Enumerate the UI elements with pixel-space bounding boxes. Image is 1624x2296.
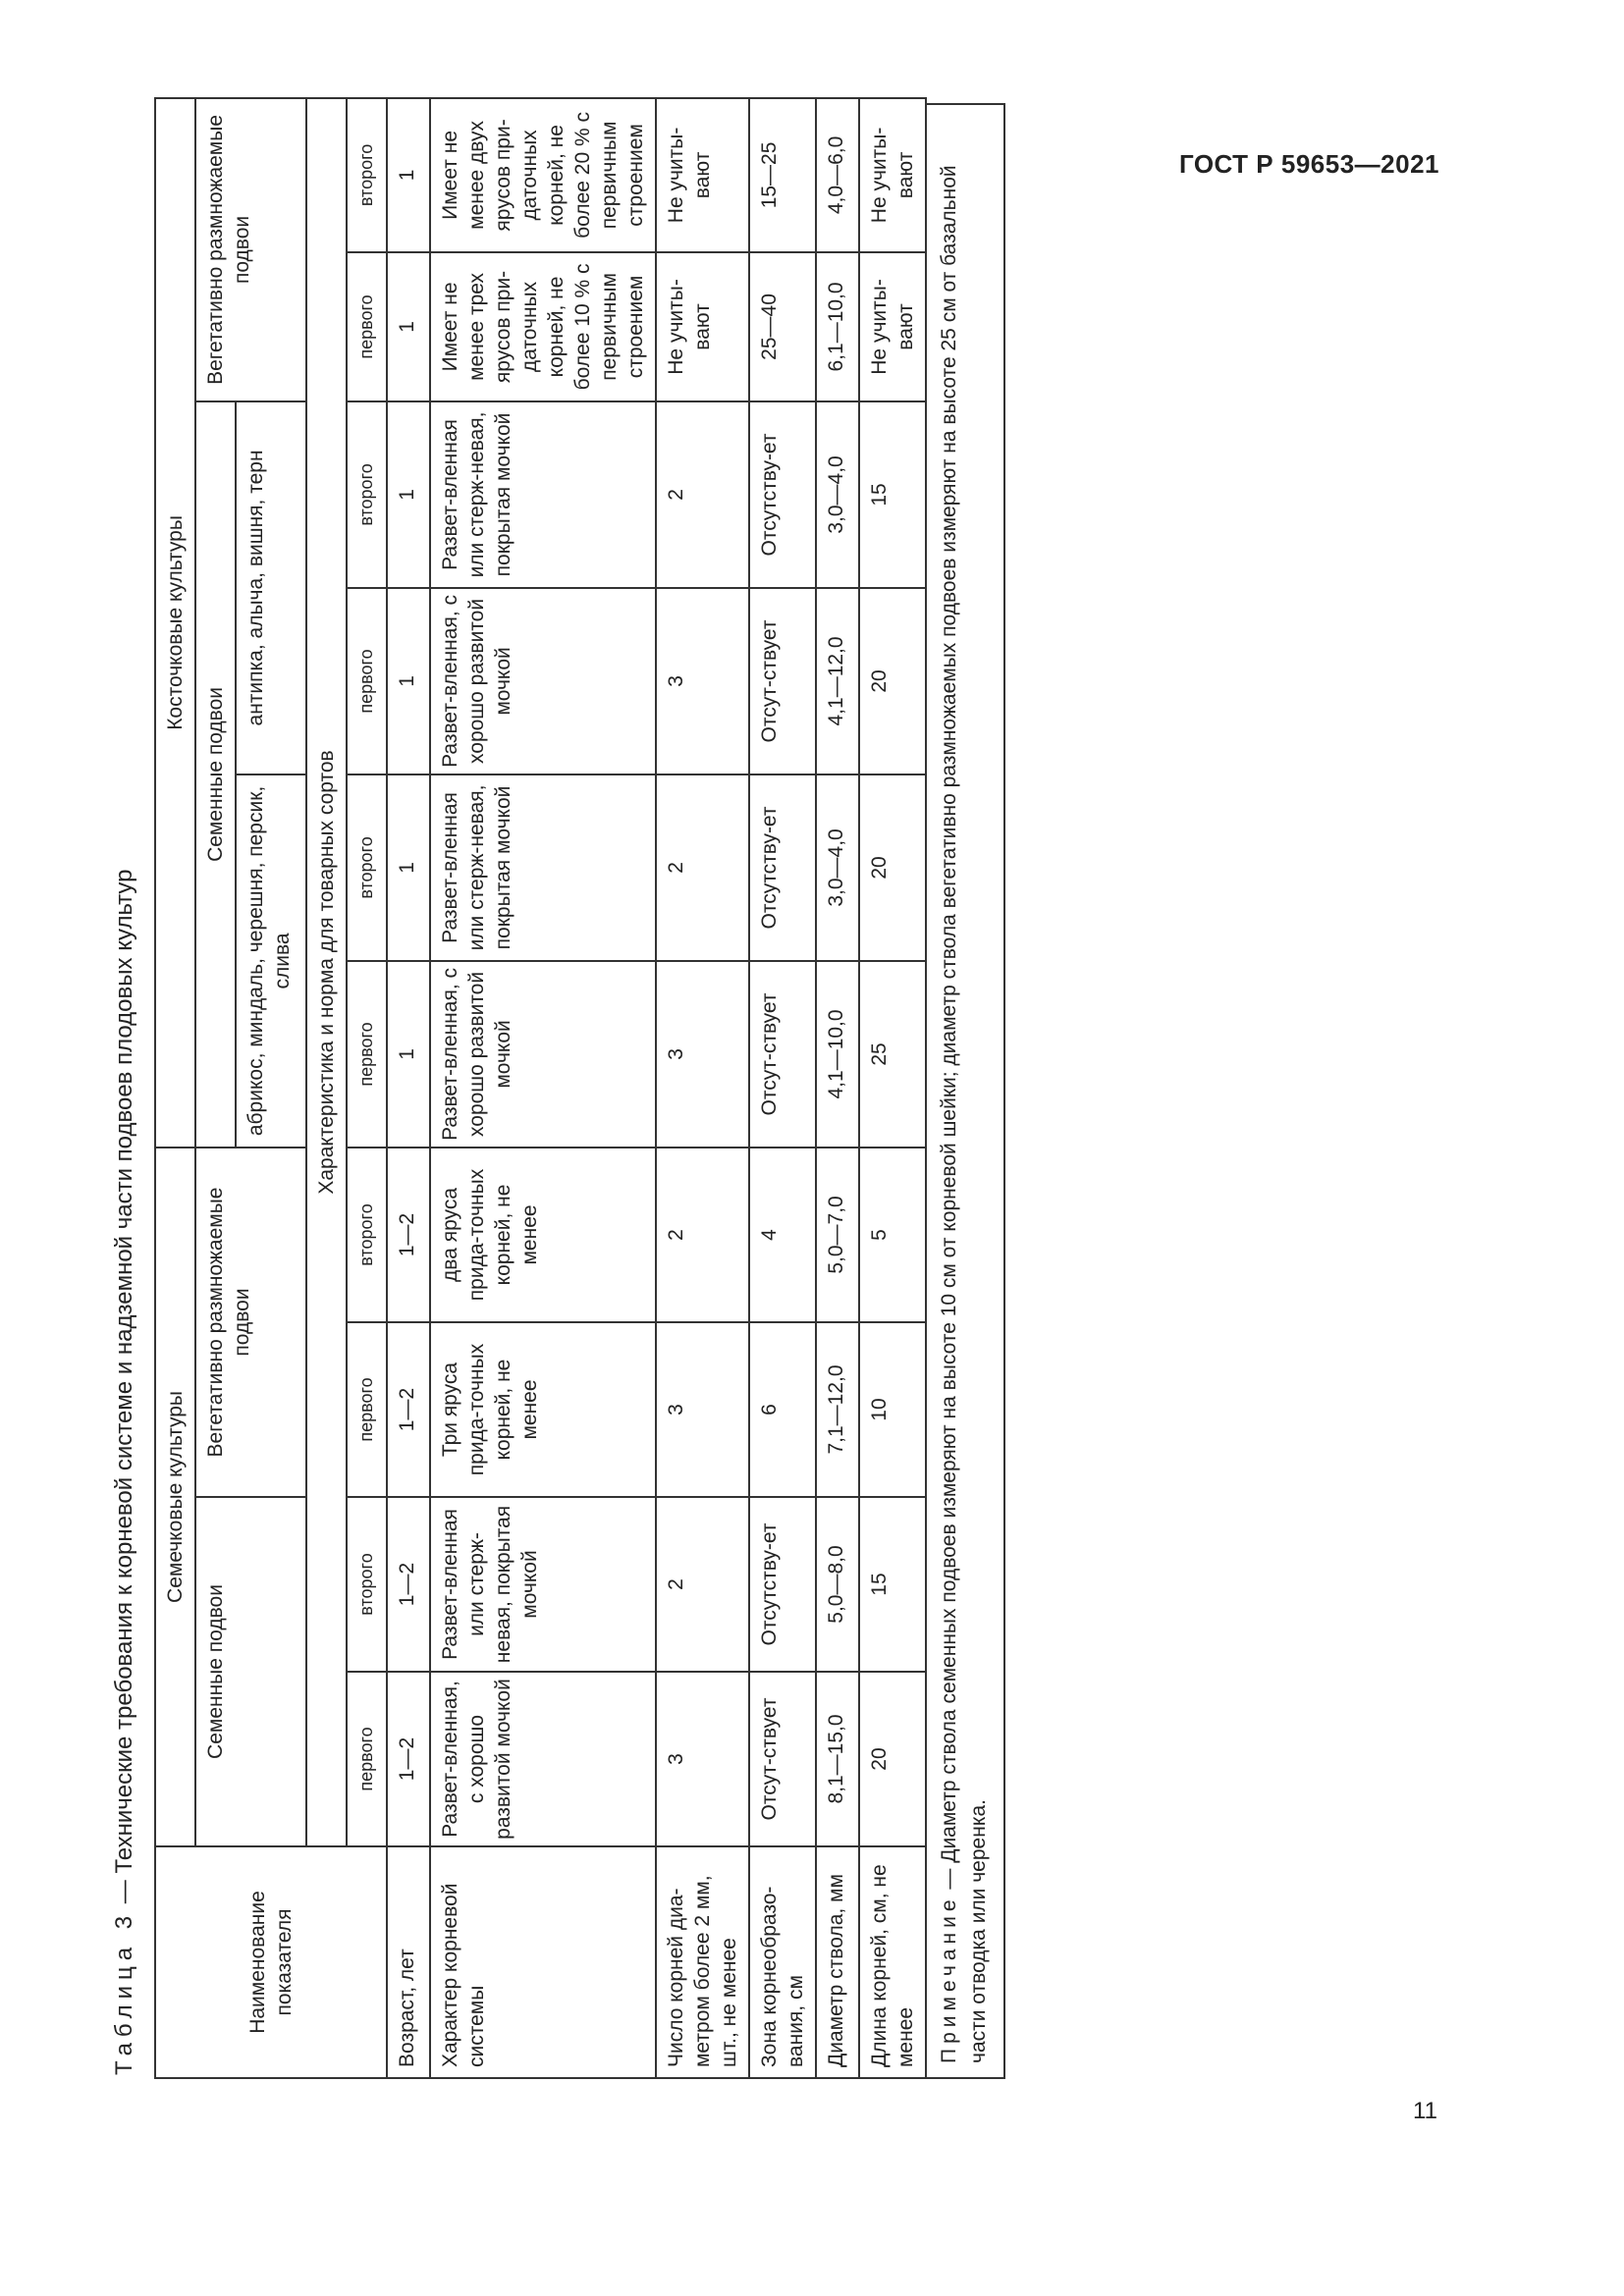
table-cell: Отсутству-ет — [749, 774, 816, 961]
table-cell: 4,0—6,0 — [816, 98, 859, 252]
table-cell: 5 — [859, 1148, 926, 1322]
caption-label: Таблица 3 — [111, 1909, 137, 2075]
col-header-indicator: Наименование показателя — [155, 1846, 387, 2078]
table-row — [656, 98, 749, 2078]
table-cell: Не учиты-вают — [859, 252, 926, 401]
table-note — [925, 103, 1005, 2079]
sort-header: первого — [347, 1672, 387, 1846]
row-name: Характер корневой системы — [430, 1846, 656, 2078]
table-cell: 6,1—10,0 — [816, 252, 859, 401]
rotated-table-block — [110, 77, 1347, 2079]
table-cell: 5,0—8,0 — [816, 1497, 859, 1672]
table-cell: 2 — [656, 1497, 749, 1672]
table-row — [430, 98, 656, 2078]
table-cell: 5,0—7,0 — [816, 1148, 859, 1322]
table-caption — [110, 77, 154, 2079]
table-cell: Три яруса прида-точных корней, не менее — [430, 1322, 656, 1497]
table-cell: Развет-вленная или стерж-невая, покрытая мочкой — [430, 401, 656, 588]
caption-text: — Технические требования к корневой системе и надземной части подвоев плодовых культур — [111, 869, 137, 1910]
table-cell: Отсут-ствует — [749, 588, 816, 774]
table-cell: 6 — [749, 1322, 816, 1497]
table-cell: 15 — [859, 401, 926, 588]
sort-header: второго — [347, 774, 387, 961]
table-cell: 15 — [859, 1497, 926, 1672]
stone-group-1: абрикос, миндаль, черешня, персик, слива — [236, 774, 306, 1148]
table-cell: 3 — [656, 961, 749, 1148]
document-code: ГОСТ Р 59653—2021 — [1178, 149, 1439, 179]
sort-header: второго — [347, 401, 387, 588]
table-cell: 20 — [859, 1672, 926, 1846]
table-cell: 25 — [859, 961, 926, 1148]
table-cell: 8,1—15,0 — [816, 1672, 859, 1846]
table-cell: 1 — [387, 961, 430, 1148]
table-row — [749, 98, 816, 2078]
table-cell: Отсутству-ет — [749, 401, 816, 588]
row-name: Возраст, лет — [387, 1846, 430, 2078]
group-pome: Семечковые культуры — [155, 1148, 195, 1846]
table-cell: Имеет не менее двух ярусов при-даточных корней, не более 20 % с первичным строением — [430, 98, 656, 252]
table-cell: 15—25 — [749, 98, 816, 252]
span-header: Характеристика и норма для товарных сортов — [306, 98, 347, 1846]
pome-seed: Семенные подвои — [195, 1497, 306, 1846]
table-cell: 3,0—4,0 — [816, 774, 859, 961]
table-cell: Отсутству-ет — [749, 1497, 816, 1672]
table-cell: Развет-вленная или стерж-невая, покрытая мочкой — [430, 1497, 656, 1672]
stone-seed: Семенные подвои — [195, 401, 236, 1148]
table-cell: 1 — [387, 252, 430, 401]
table-cell: 3,0—4,0 — [816, 401, 859, 588]
table-cell: 2 — [656, 401, 749, 588]
row-name: Длина корней, см, не менее — [859, 1846, 926, 2078]
table-cell: Имеет не менее трех ярусов при-даточных корней, не более 10 % с первичным строением — [430, 252, 656, 401]
page-number: 11 — [1413, 2098, 1437, 2124]
table-cell: 4,1—12,0 — [816, 588, 859, 774]
table-cell: 1—2 — [387, 1672, 430, 1846]
table-cell: 1—2 — [387, 1497, 430, 1672]
table-cell: 1 — [387, 774, 430, 961]
row-name: Диаметр ствола, мм — [816, 1846, 859, 2078]
table-cell: 3 — [656, 1322, 749, 1497]
row-name: Число корней диа-метром более 2 мм, шт., не менее — [656, 1846, 749, 2078]
table-cell: Развет-вленная, с хорошо развитой мочкой — [430, 1672, 656, 1846]
table-cell: 1—2 — [387, 1322, 430, 1497]
table-row — [859, 98, 926, 2078]
note-label: Примечание — [938, 1895, 960, 2063]
sort-header: второго — [347, 1148, 387, 1322]
table-cell: 1—2 — [387, 1148, 430, 1322]
table-cell: 4,1—10,0 — [816, 961, 859, 1148]
requirements-table — [154, 97, 927, 2079]
stone-veg: Вегетативно размножаемые подвои — [195, 98, 306, 401]
note-text: — Диаметр ствола семенных подвоев измеряют на высоте 10 см от корневой шейки; диаметр ствола вегетативно размножаемых подвоев измеряют на высоте 25 см от базальной части отводка или черенка. — [938, 165, 990, 2063]
table-cell: 2 — [656, 774, 749, 961]
table-cell: 3 — [656, 588, 749, 774]
sort-header: первого — [347, 961, 387, 1148]
table-cell: Не учиты-вают — [656, 252, 749, 401]
table-cell: 2 — [656, 1148, 749, 1322]
row-name: Зона корнеобразо-вания, см — [749, 1846, 816, 2078]
table-cell: Развет-вленная или стерж-невая, покрытая мочкой — [430, 774, 656, 961]
table-cell: 1 — [387, 98, 430, 252]
table-cell: 1 — [387, 401, 430, 588]
table-cell: 10 — [859, 1322, 926, 1497]
table-cell: Отсут-ствует — [749, 961, 816, 1148]
table-cell: 25—40 — [749, 252, 816, 401]
table-cell: два яруса прида-точных корней, не менее — [430, 1148, 656, 1322]
sort-header: первого — [347, 1322, 387, 1497]
table-cell: 4 — [749, 1148, 816, 1322]
sort-header: второго — [347, 98, 387, 252]
table-cell: 20 — [859, 774, 926, 961]
sort-header: первого — [347, 252, 387, 401]
stone-group-2: антипка, алыча, вишня, терн — [236, 401, 306, 774]
table-cell: 7,1—12,0 — [816, 1322, 859, 1497]
table-cell: Не учиты-вают — [656, 98, 749, 252]
table-cell: 20 — [859, 588, 926, 774]
sort-header: первого — [347, 588, 387, 774]
sort-header: второго — [347, 1497, 387, 1672]
pome-veg: Вегетативно размножаемые подвои — [195, 1148, 306, 1497]
table-row — [816, 98, 859, 2078]
table-cell: 1 — [387, 588, 430, 774]
table-row — [387, 98, 430, 2078]
table-cell: Развет-вленная, с хорошо развитой мочкой — [430, 961, 656, 1148]
table-cell: 3 — [656, 1672, 749, 1846]
group-stone: Косточковые культуры — [155, 98, 195, 1148]
table-cell: Отсут-ствует — [749, 1672, 816, 1846]
table-cell: Развет-вленная, с хорошо развитой мочкой — [430, 588, 656, 774]
table-cell: Не учиты-вают — [859, 98, 926, 252]
